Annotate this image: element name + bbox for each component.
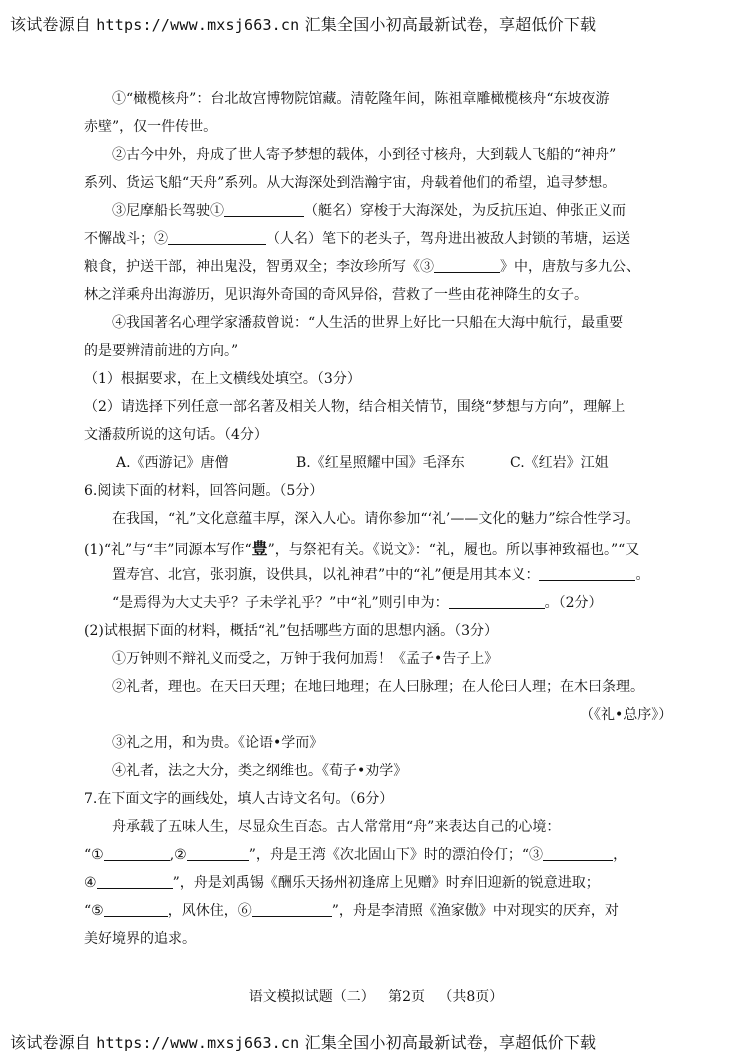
blank-3[interactable] bbox=[434, 258, 500, 273]
question-2-line-2: 文潘菽所说的这句话。（4分） bbox=[84, 427, 268, 443]
question-7-intro: 舟承载了五味人生，尽显众生百态。古人常常用“舟”来表达自己的心境： bbox=[112, 819, 561, 835]
question-6-intro: 在我国，“礼”文化意蕴丰厚，深入人心。请你参加“‘礼’——文化的魅力”综合性学习。 bbox=[112, 511, 640, 527]
question-6-2: (2)试根据下面的材料，概括“礼”包括哪些方面的思想内涵。（3分） bbox=[84, 623, 499, 639]
blank-q7-1[interactable] bbox=[104, 846, 170, 861]
blank-q6-1-a[interactable] bbox=[539, 566, 635, 581]
para-3-text-b: （艇名）穿梭于大海深处，为反抗压迫、伸张正义而 bbox=[304, 203, 626, 219]
para-3-text-c: 不懈战斗；② bbox=[84, 231, 168, 247]
q6-1-text-b: ”，与祭祀有关。《说文》：“礼，履也。所以事神致福也。”“又 bbox=[267, 542, 640, 558]
source-banner-bottom bbox=[10, 1030, 596, 1053]
q7-text-g: “⑤ bbox=[84, 903, 104, 919]
source-banner-top bbox=[10, 12, 596, 35]
banner-suffix: 汇集全国小初高最新试卷，享超低价下载 bbox=[299, 15, 597, 34]
blank-q7-2[interactable] bbox=[187, 846, 249, 861]
q6-1-text-c: 置寿宫、北宫，张羽旗，设供具，以礼神君”中的“礼”便是用其本义： bbox=[112, 567, 540, 583]
question-2-line-1: （2）请选择下列任意一部名著及相关人物，结合相关情节，围绕“梦想与方向”，理解上 bbox=[84, 399, 626, 415]
footer-total-pages: （共8页） bbox=[438, 989, 504, 1005]
q6-1-text-d: 。 bbox=[635, 567, 650, 583]
q6-1-text-a: (1)“礼”与“丰”同源本写作“ bbox=[84, 542, 252, 558]
question-7-line-4: 美好境界的追求。 bbox=[84, 931, 196, 947]
para-4-line-1: ④我国著名心理学家潘菽曾说：“人生活的世界上好比一只船在大海中航行，最重要 bbox=[112, 315, 624, 331]
para-3-line-3 bbox=[84, 256, 640, 276]
blank-2[interactable] bbox=[168, 230, 266, 245]
q7-text-i: ”，舟是李清照《渔家傲》中对现实的厌弃，对 bbox=[331, 903, 619, 919]
para-3-text-d: （人名）笔下的老头子，驾舟进出被敌人封锁的苇塘，运送 bbox=[266, 231, 630, 247]
footer-page-number: 第2页 bbox=[388, 989, 425, 1005]
question-1: （1）根据要求，在上文横线处填空。（3分） bbox=[84, 371, 361, 387]
banner-prefix: 该试卷源自 bbox=[10, 15, 97, 34]
material-1: ①万钟则不辩礼义而受之，万钟于我何加焉！《孟子•告子上》 bbox=[112, 651, 499, 667]
question-7-line-2 bbox=[84, 872, 600, 892]
option-b: B.《红星照耀中国》毛泽东 bbox=[296, 455, 465, 471]
para-3-line-4: 林之洋乘舟出海游历，见识海外奇国的奇风异俗，营救了一些由花神降生的女子。 bbox=[84, 287, 588, 303]
q6-1-text-f: 。（2分） bbox=[544, 595, 603, 611]
para-3-line-1 bbox=[112, 200, 626, 220]
para-1-line-1: ①“橄榄核舟”：台北故宫博物院馆藏。清乾隆年间，陈祖章雕橄榄核舟“东坡夜游 bbox=[112, 91, 610, 107]
material-3: ③礼之用，和为贵。《论语•学而》 bbox=[112, 735, 324, 751]
q7-text-c: ”，舟是王湾《次北固山下》时的漂泊伶仃；“③ bbox=[248, 847, 544, 863]
question-6-1-line-2 bbox=[112, 564, 649, 584]
banner-url[interactable]: https://www.mxsj663.cn bbox=[96, 1034, 300, 1052]
blank-q7-6[interactable] bbox=[252, 902, 332, 917]
question-7-heading: 7.在下面文字的画线处，填人古诗文名句。（6分） bbox=[84, 791, 394, 807]
q7-text-e: ④ bbox=[84, 875, 97, 891]
para-2-line-1: ②古今中外，舟成了世人寄予梦想的载体，小到径寸核舟，大到载人飞船的“神舟” bbox=[112, 147, 617, 163]
blank-q7-5[interactable] bbox=[104, 902, 168, 917]
q6-1-text-e: “是焉得为大丈夫乎？子未学礼乎？”中“礼”则引申为： bbox=[112, 595, 449, 611]
q7-text-f: ”，舟是刘禹锡《酬乐天扬州初逢席上见赠》时弃旧迎新的锐意进取； bbox=[172, 875, 600, 891]
page-footer bbox=[0, 986, 752, 1006]
banner-url[interactable]: https://www.mxsj663.cn bbox=[96, 16, 300, 34]
para-3-text-a: ③尼摩船长驾驶① bbox=[112, 203, 224, 219]
material-2: ②礼者，理也。在天曰天理；在地曰地理；在人曰脉理；在人伦曰人理；在木曰条理。 bbox=[112, 679, 644, 695]
q7-text-b: ,② bbox=[169, 847, 187, 863]
para-2-line-2: 系列、货运飞船“天舟”系列。从大海深处到浩瀚宇宙，舟载着他们的希望，追寻梦想。 bbox=[84, 175, 617, 191]
blank-1[interactable] bbox=[224, 202, 304, 217]
q7-text-d: ， bbox=[613, 847, 628, 863]
option-c: C.《红岩》江姐 bbox=[510, 455, 609, 471]
para-3-text-e: 粮食，护送干部，神出鬼没，智勇双全；李汝珍所写《③ bbox=[84, 259, 434, 275]
banner-prefix: 该试卷源自 bbox=[10, 1033, 97, 1052]
para-3-line-2 bbox=[84, 228, 630, 248]
option-a: A.《西游记》唐僧 bbox=[116, 455, 229, 471]
question-6-heading: 6.阅读下面的材料，回答问题。（5分） bbox=[84, 483, 324, 499]
banner-suffix: 汇集全国小初高最新试卷，享超低价下载 bbox=[299, 1033, 597, 1052]
ancient-li-character: 豊 bbox=[251, 539, 268, 558]
q7-text-a: “① bbox=[84, 847, 104, 863]
question-7-line-3 bbox=[84, 900, 619, 920]
question-6-1-line-3 bbox=[112, 592, 603, 612]
blank-q7-3[interactable] bbox=[543, 846, 613, 861]
question-6-1-line-1 bbox=[84, 536, 639, 559]
material-4: ④礼者，法之大分，类之纲维也。《荀子•劝学》 bbox=[112, 763, 408, 779]
para-1-line-2: 赤壁”，仅一件传世。 bbox=[84, 119, 218, 135]
para-3-text-f: 》中，唐敖与多九公、 bbox=[500, 259, 640, 275]
material-2-source: （《礼•总序》） bbox=[580, 707, 673, 723]
para-4-line-2: 的是要辨清前进的方向。” bbox=[84, 343, 239, 359]
footer-title: 语文模拟试题（二） bbox=[248, 989, 375, 1005]
blank-q7-4[interactable] bbox=[97, 874, 173, 889]
question-7-line-1 bbox=[84, 844, 627, 864]
blank-q6-1-b[interactable] bbox=[449, 594, 545, 609]
q7-text-h: ，风休住，⑥ bbox=[167, 903, 252, 919]
